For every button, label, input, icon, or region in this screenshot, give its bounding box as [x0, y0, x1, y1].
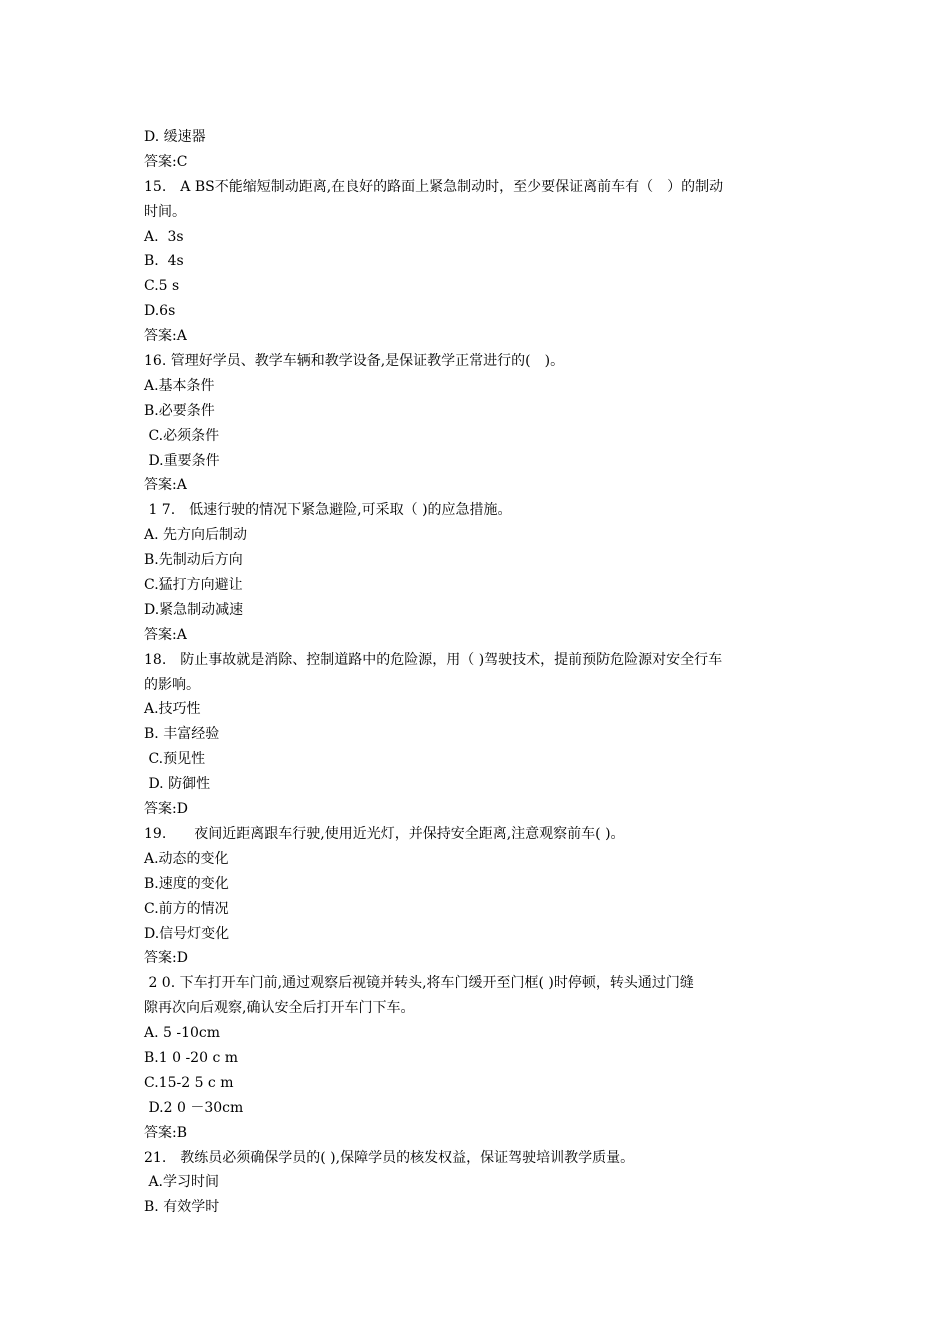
option-line: C.必须条件 — [144, 427, 220, 444]
option-line: B. 丰富经验 — [144, 726, 220, 743]
option-line: B.速度的变化 — [144, 875, 229, 892]
question-18: 18. 防止事故就是消除、控制道路中的危险源，用（ )驾驶技术，提前预防危险源对安全行车 — [144, 651, 723, 668]
option-line: D.信号灯变化 — [144, 925, 230, 942]
option-line: B. 有效学时 — [144, 1199, 220, 1216]
option-line: C.5 s — [144, 278, 180, 295]
question-18-continued: 的影响。 — [144, 676, 200, 693]
question-20: 2 0. 下车打开车门前,通过观察后视镜并转头,将车门缓开至门框( )时停顿，转头通过门缝 — [144, 975, 694, 992]
option-line: C.15-2 5 c m — [144, 1074, 234, 1091]
option-line: A.学习时间 — [144, 1174, 220, 1191]
question-15-continued: 时间。 — [144, 203, 186, 220]
answer-line: 答案:A — [144, 328, 187, 345]
option-line: C.前方的情况 — [144, 900, 229, 917]
option-line: A. 先方向后制动 — [144, 527, 248, 544]
option-line: D.紧急制动减速 — [144, 601, 244, 618]
answer-line: 答案:A — [144, 626, 187, 643]
answer-line: 答案:A — [144, 477, 187, 494]
question-15: 15. A BS不能缩短制动距离,在良好的路面上紧急制动时，至少要保证离前车有（ ）的制动 — [144, 178, 724, 195]
option-line: C.猛打方向避让 — [144, 577, 243, 594]
option-line: B.先制动后方向 — [144, 552, 243, 569]
option-line: C.预见性 — [144, 751, 206, 768]
option-line: D.重要条件 — [144, 452, 220, 469]
question-19: 19. 夜间近距离跟车行驶,使用近光灯，并保持安全距离,注意观察前车( )。 — [144, 825, 625, 842]
answer-line: 答案:C — [144, 153, 188, 170]
answer-line: 答案:D — [144, 801, 188, 818]
question-17: 1 7. 低速行驶的情况下紧急避险,可采取（ )的应急措施。 — [144, 502, 512, 519]
option-line: B.必要条件 — [144, 402, 215, 419]
question-16: 16. 管理好学员、教学车辆和教学设备,是保证教学正常进行的( )。 — [144, 353, 565, 370]
option-line: B. 4s — [144, 253, 184, 270]
option-line: A.动态的变化 — [144, 850, 229, 867]
option-line: A.基本条件 — [144, 377, 215, 394]
option-line: D.6s — [144, 303, 176, 320]
answer-line: 答案:B — [144, 1124, 188, 1141]
text-line: D. 缓速器 — [144, 129, 206, 145]
option-line: D. 防御性 — [144, 776, 211, 793]
option-line: A.技巧性 — [144, 701, 201, 718]
option-line: A. 5 -10cm — [144, 1025, 221, 1042]
answer-line: 答案:D — [144, 950, 188, 967]
option-line: A. 3s — [144, 228, 184, 245]
option-line: B.1 0 -20 c m — [144, 1049, 239, 1066]
document-page — [144, 125, 809, 1220]
option-line: D.2 0 －30cm — [144, 1099, 244, 1116]
question-20-continued: 隙再次向后观察,确认安全后打开车门下车。 — [144, 1000, 415, 1017]
question-21: 21. 教练员必须确保学员的( ),保障学员的核发权益，保证驾驶培训教学质量。 — [144, 1149, 635, 1166]
